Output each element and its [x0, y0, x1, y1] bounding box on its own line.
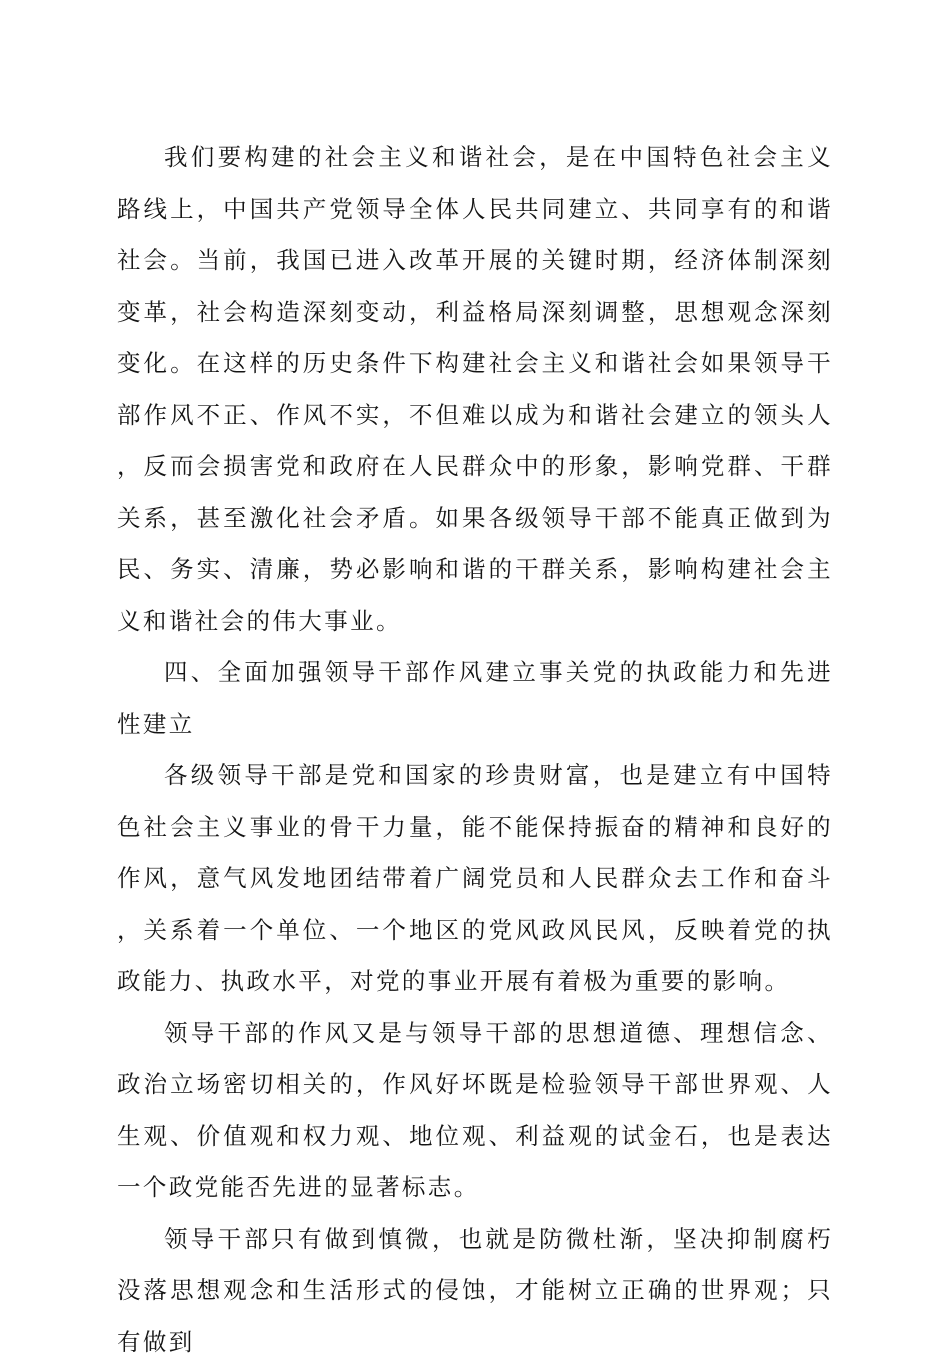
- document-body: [117, 132, 833, 1368]
- section-heading-four: 四、全面加强领导干部作风建立事关党的执政能力和先进性建立: [117, 647, 833, 750]
- paragraph-leading-cadres: 各级领导干部是党和国家的珍贵财富，也是建立有中国特色社会主义事业的骨干力量，能不能保持振奋的精神和良好的作风，意气风发地团结带着广阔党员和人民群众去工作和奋斗，关系着一个单位、一个地区的党风政风民风，反映着党的执政能力、执政水平，对党的事业开展有着极为重要的影响。: [117, 750, 833, 1008]
- paragraph-harmonious-society: 我们要构建的社会主义和谐社会，是在中国特色社会主义路线上，中国共产党领导全体人民共同建立、共同享有的和谐社会。当前，我国已进入改革开展的关键时期，经济体制深刻变革，社会构造深刻变动，利益格局深刻调整，思想观念深刻变化。在这样的历史条件下构建社会主义和谐社会如果领导干部作风不正、作风不实，不但难以成为和谐社会建立的领头人，反而会损害党和政府在人民群众中的形象，影响党群、干群关系，甚至激化社会矛盾。如果各级领导干部不能真正做到为民、务实、清廉，势必影响和谐的干群关系，影响构建社会主义和谐社会的伟大事业。: [117, 132, 833, 647]
- paragraph-caution: 领导干部只有做到慎微，也就是防微杜渐，坚决抑制腐朽没落思想观念和生活形式的侵蚀，才能树立正确的世界观；只有做到: [117, 1214, 833, 1368]
- paragraph-work-style: 领导干部的作风又是与领导干部的思想道德、理想信念、政治立场密切相关的，作风好坏既是检验领导干部世界观、人生观、价值观和权力观、地位观、利益观的试金石，也是表达一个政党能否先进的显著标志。: [117, 1008, 833, 1214]
